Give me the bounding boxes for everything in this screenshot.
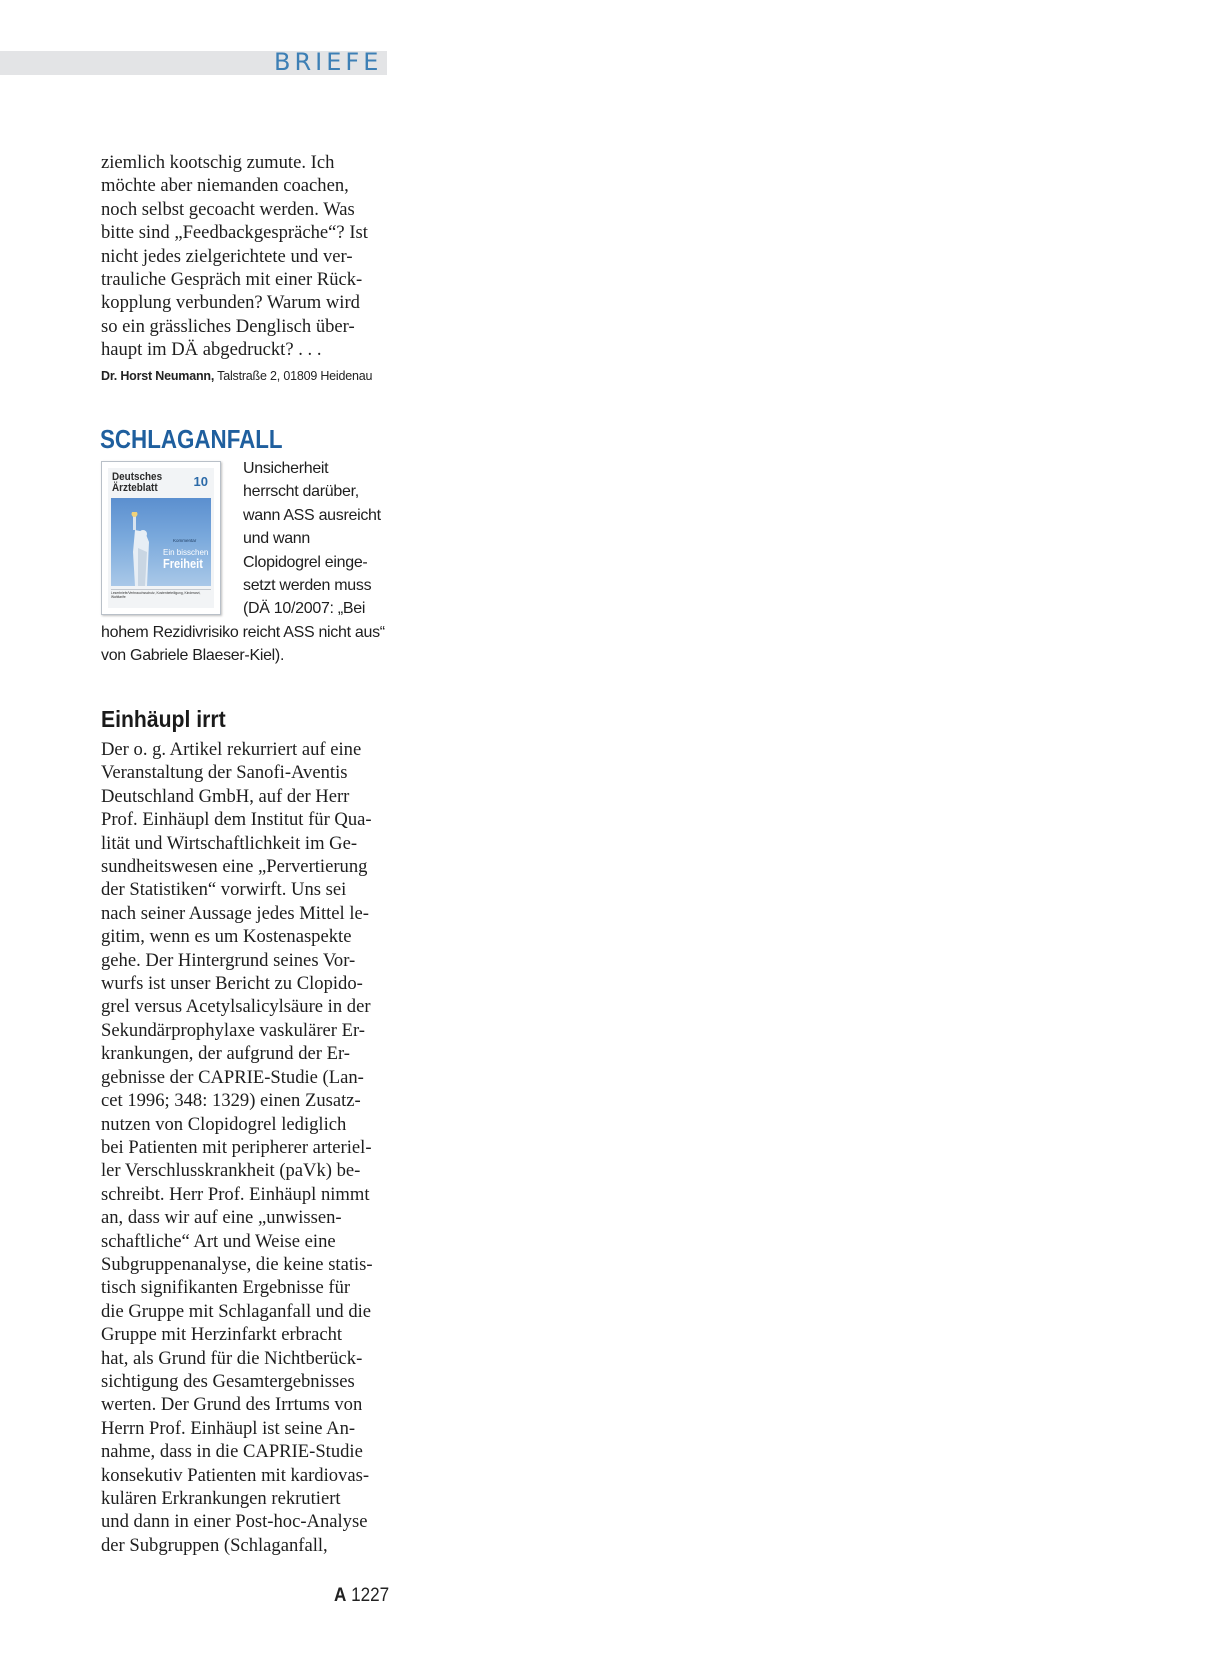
text-line: haupt im DÄ abgedruckt? . . . bbox=[101, 339, 322, 361]
text-line: gebnisse der CAPRIE-Studie (Lan- bbox=[101, 1066, 364, 1088]
page-prefix: A bbox=[334, 1585, 347, 1606]
text-line: nicht jedes zielgerichtete und ver- bbox=[101, 245, 353, 267]
text-line: krankungen, der aufgrund der Er- bbox=[101, 1043, 350, 1065]
page-number bbox=[334, 1584, 389, 1608]
text-line: nach seiner Aussage jedes Mittel le- bbox=[101, 902, 369, 924]
text-line: und dann in einer Post-hoc-Analyse bbox=[101, 1511, 368, 1533]
cover-footer: Leserbriefe/Verbrauchsschutz, Kostenbeteiligung, Kinderarzt, Wahltarife bbox=[111, 589, 211, 605]
text-line: sundheitswesen eine „Pervertierung bbox=[101, 856, 368, 878]
section-title: SCHLAGANFALL bbox=[100, 424, 283, 454]
magazine-cover-image bbox=[101, 461, 221, 615]
text-line: Der o. g. Artikel rekurriert auf eine bbox=[101, 739, 362, 760]
text-line: Sekundärprophylaxe vaskulärer Er- bbox=[101, 1019, 365, 1041]
section-header: BRIEFE bbox=[274, 48, 383, 76]
letter-signature bbox=[101, 368, 387, 385]
text-line: kopplung verbunden? Warum wird bbox=[101, 292, 360, 314]
statue-of-liberty-icon bbox=[129, 512, 155, 586]
text-line: Subgruppenanalyse, die keine statis- bbox=[101, 1253, 373, 1275]
text-line: trauliche Gespräch mit einer Rück- bbox=[101, 269, 363, 291]
cover-overline: Kommentar bbox=[173, 538, 197, 543]
cover-headline: Freiheit bbox=[163, 556, 203, 571]
text-line: Herrn Prof. Einhäupl ist seine An- bbox=[101, 1417, 356, 1439]
text-line: noch selbst gecoacht werden. Was bbox=[101, 198, 355, 220]
text-line: bitte sind „Feedbackgespräche“? Ist bbox=[101, 222, 368, 244]
text-line: schreibt. Herr Prof. Einhäupl nimmt bbox=[101, 1183, 370, 1205]
text-line: die Gruppe mit Schlaganfall und die bbox=[101, 1300, 372, 1322]
text-line: Deutschland GmbH, auf der Herr bbox=[101, 785, 350, 807]
text-line: der Subgruppen (Schlaganfall, bbox=[101, 1534, 328, 1556]
letter-continuation bbox=[101, 151, 387, 385]
letter-body bbox=[101, 151, 387, 362]
cover-photo bbox=[111, 498, 211, 586]
letter-title: Einhäupl irrt bbox=[101, 706, 226, 732]
letter-body bbox=[101, 738, 387, 1557]
text-line: möchte aber niemanden coachen, bbox=[101, 175, 349, 197]
text-line: ziemlich kootschig zumute. Ich bbox=[101, 152, 335, 173]
text-line: ler Verschlusskrankheit (paVk) be- bbox=[101, 1160, 361, 1182]
cover-masthead: Deutsches Ärzteblatt bbox=[112, 471, 163, 494]
text-line: Veranstaltung der Sanofi-Aventis bbox=[101, 762, 348, 784]
text-line: gehe. Der Hintergrund seines Vor- bbox=[101, 949, 356, 971]
text-line: sichtigung des Gesamtergebnisses bbox=[101, 1370, 355, 1392]
text-line: an, dass wir auf eine „unwissen- bbox=[101, 1207, 342, 1229]
cover-inner bbox=[108, 468, 214, 608]
text-line: gitim, wenn es um Kostenaspekte bbox=[101, 926, 352, 948]
text-line: schaftliche“ Art und Weise eine bbox=[101, 1230, 336, 1252]
text-line: grel versus Acetylsalicylsäure in der bbox=[101, 996, 371, 1018]
text-line: tisch signifikanten Ergebnisse für bbox=[101, 1277, 351, 1299]
text-line: kulären Erkrankungen rekrutiert bbox=[101, 1488, 341, 1509]
intro-text: Unsicherheit herrscht darüber, wann ASS ausreicht und wann Clopidogrel einge-setzt werden muss (DÄ 10/2007: „Bei hohem Rezidivrisiko reicht ASS nicht aus“ von Gabriele Blaeser-Kiel). bbox=[101, 460, 385, 665]
cover-issue-number: 10 bbox=[193, 474, 208, 489]
signature-address: Talstraße 2, 01809 Heidenau bbox=[214, 368, 373, 383]
page-number-value: 1227 bbox=[346, 1585, 390, 1606]
text-line: cet 1996; 348: 1329) einen Zusatz- bbox=[101, 1090, 361, 1112]
text-line: Prof. Einhäupl dem Institut für Qua- bbox=[101, 809, 372, 831]
text-line: so ein grässliches Denglisch über- bbox=[101, 315, 355, 337]
text-line: lität und Wirtschaftlichkeit im Ge- bbox=[101, 832, 358, 854]
text-line: bei Patienten mit peripherer arteriel- bbox=[101, 1136, 372, 1158]
text-line: nutzen von Clopidogrel lediglich bbox=[101, 1113, 347, 1135]
text-line: konsekutiv Patienten mit kardiovas- bbox=[101, 1464, 370, 1486]
text-line: wurfs ist unser Bericht zu Clopido- bbox=[101, 973, 363, 995]
text-line: der Statistiken“ vorwirft. Uns sei bbox=[101, 879, 347, 901]
cover-subtitle: Ein bisschen bbox=[163, 548, 209, 557]
text-line: werten. Der Grund des Irrtums von bbox=[101, 1394, 363, 1416]
text-line: Gruppe mit Herzinfarkt erbracht bbox=[101, 1324, 343, 1346]
text-line: hat, als Grund für die Nichtberück- bbox=[101, 1347, 363, 1369]
text-line: nahme, dass in die CAPRIE-Studie bbox=[101, 1441, 363, 1463]
signature-name: Dr. Horst Neumann, bbox=[101, 368, 215, 383]
letter-2 bbox=[101, 738, 387, 1557]
